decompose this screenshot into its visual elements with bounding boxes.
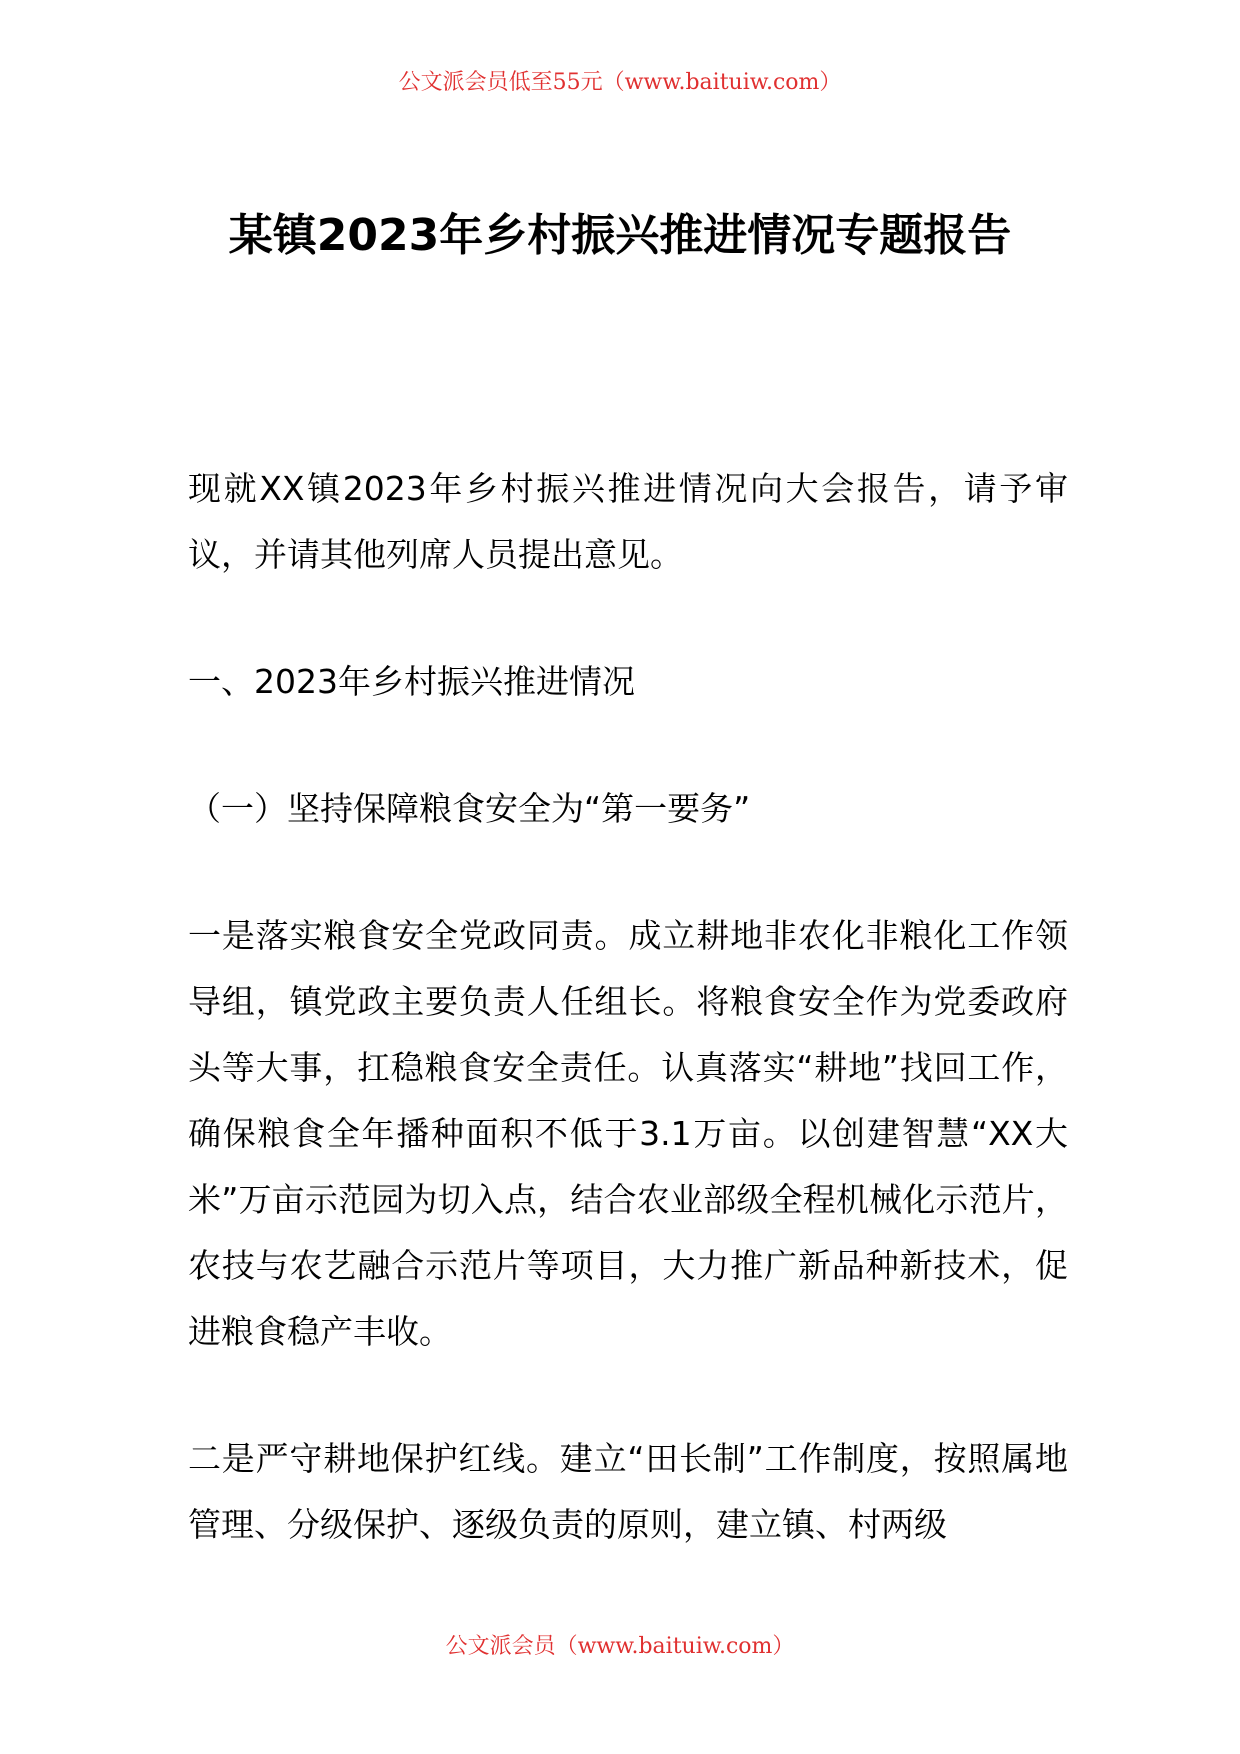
paragraph-spacer	[188, 1365, 1068, 1426]
footer-watermark-banner: 公文派会员（www.baituiw.com）	[445, 1634, 795, 1659]
subsection-heading: （一）坚持保障粮食安全为“第一要务”	[188, 789, 751, 828]
section-heading: 一、2023年乡村振兴推进情况	[188, 662, 635, 701]
document-title: 某镇2023年乡村振兴推进情况专题报告	[228, 210, 1012, 261]
body-paragraph: 二是严守耕地保护红线。建立“田长制”工作制度，按照属地管理、分级保护、逐级负责的原则，建立镇、村两级	[188, 1439, 1068, 1544]
paragraph-spacer	[188, 588, 1068, 649]
header-watermark-banner: 公文派会员低至55元（www.baituiw.com）	[398, 70, 842, 95]
paragraph-spacer	[188, 715, 1068, 776]
intro-paragraph: 现就XX镇2023年乡村振兴推进情况向大会报告，请予审议，并请其他列席人员提出意见。	[188, 469, 1068, 574]
document-body	[188, 456, 1068, 1558]
body-paragraph: 一是落实粮食安全党政同责。成立耕地非农化非粮化工作领导组，镇党政主要负责人任组长。将粮食安全作为党委政府头等大事，扛稳粮食安全责任。认真落实“耕地”找回工作，确保粮食全年播种面积不低于3.1万亩。以创建智慧“XX大米”万亩示范园为切入点，结合农业部级全程机械化示范片，农技与农艺融合示范片等项目，大力推广新品种新技术，促进粮食稳产丰收。	[188, 916, 1068, 1351]
paragraph-spacer	[188, 842, 1068, 903]
